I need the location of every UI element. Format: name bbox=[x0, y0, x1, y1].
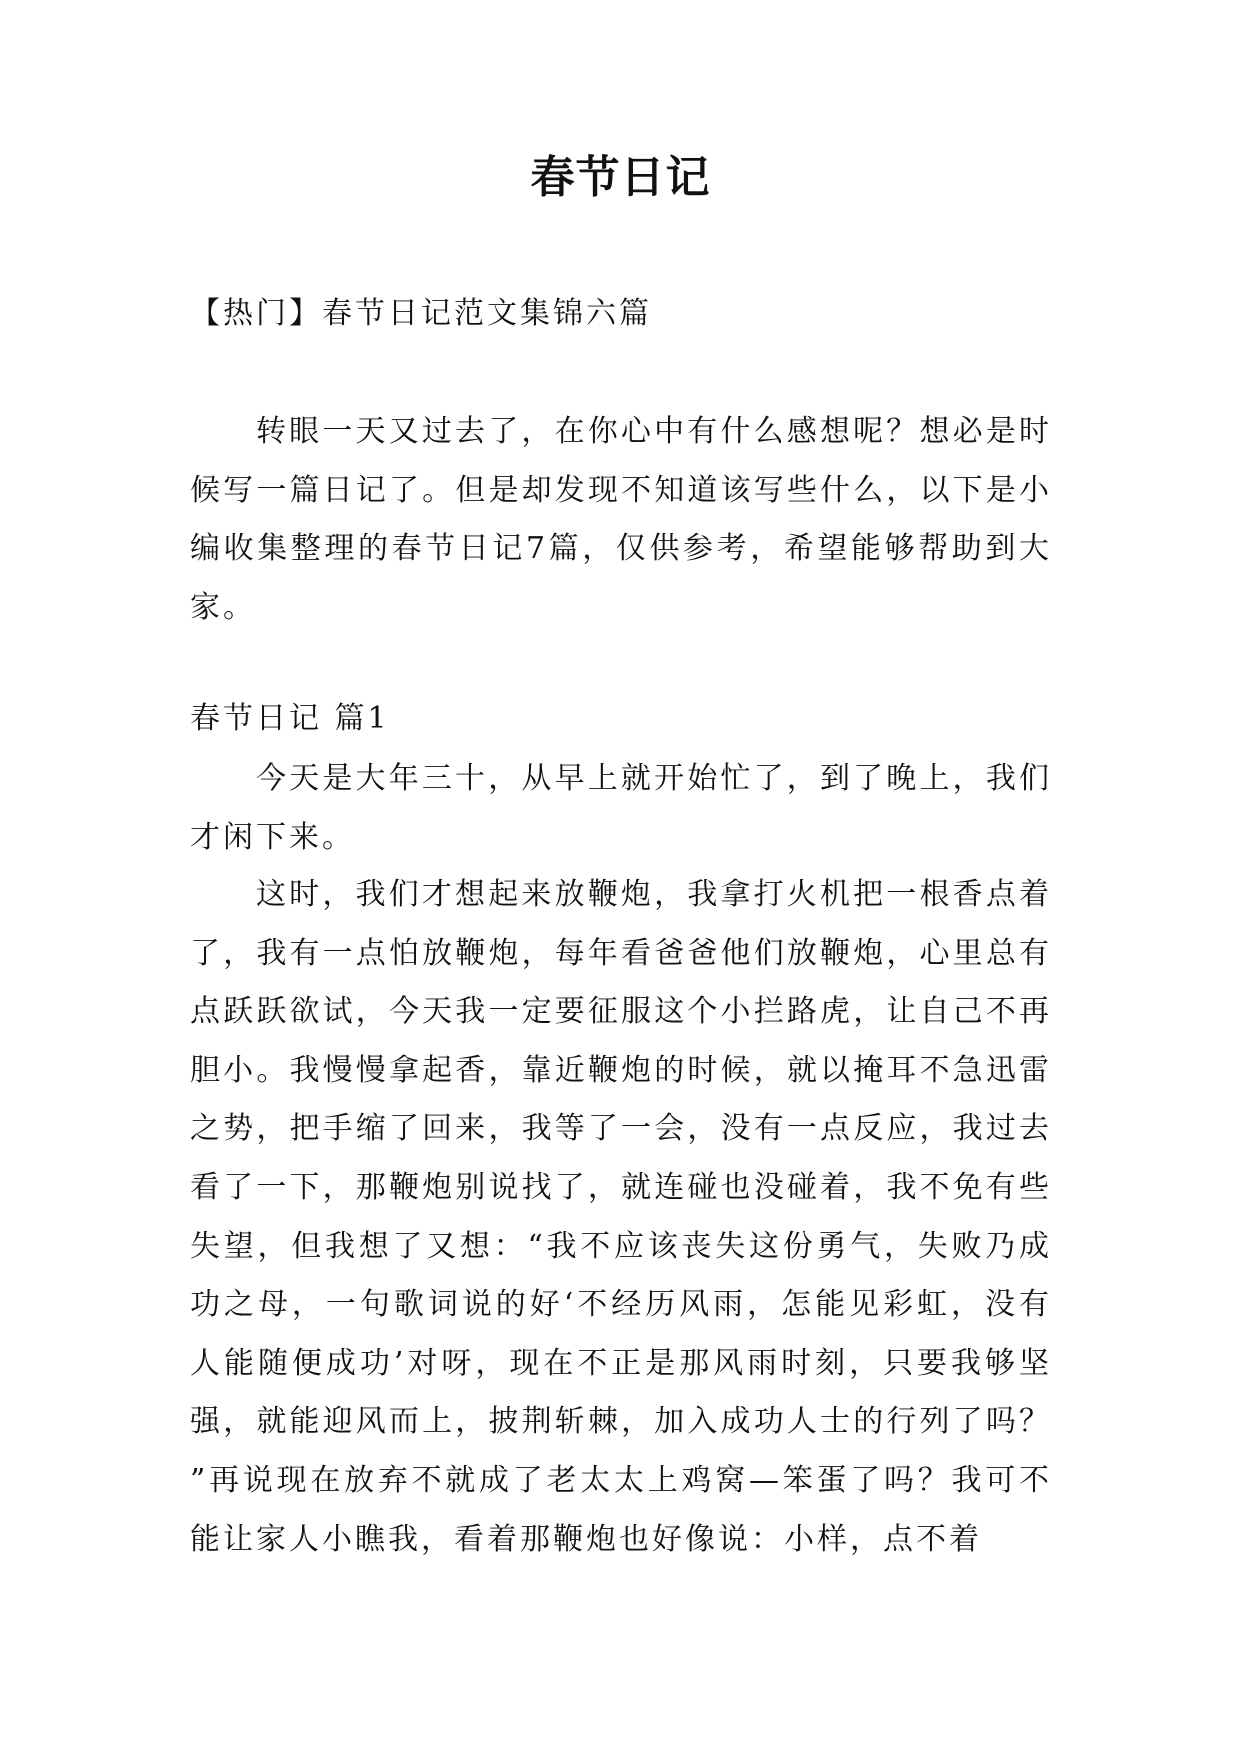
intro-paragraph: 转眼一天又过去了，在你心中有什么感想呢？想必是时候写一篇日记了。但是却发现不知道该写些什么，以下是小编收集整理的春节日记7篇，仅供参考，希望能够帮助到大家。 bbox=[190, 414, 1052, 625]
body-paragraph: 这时，我们才想起来放鞭炮，我拿打火机把一根香点着了，我有一点怕放鞭炮，每年看爸爸他们放鞭炮，心里总有点跃跃欲试，今天我一定要征服这个小拦路虎，让自己不再胆小。我慢慢拿起香，靠近鞭炮的时候，就以掩耳不急迅雷之势，把手缩了回来，我等了一会，没有一点反应，我过去看了一下，那鞭炮别说找了，就连碰也没碰着，我不免有些失望，但我想了又想：“我不应该丧失这份勇气，失败乃成功之母，一句歌词说的好‘不经历风雨，怎能见彩虹，没有人能随便成功’对呀，现在不正是那风雨时刻，只要我够坚强，就能迎风而上，披荆斩棘，加入成功人士的行列了吗？”再说现在放弃不就成了老太太上鸡窝—笨蛋了吗？我可不能让家人小瞧我，看着那鞭炮也好像说：小样，点不着 bbox=[190, 877, 1052, 1557]
document-title: 春节日记 bbox=[530, 152, 711, 203]
body-paragraph: 今天是大年三十，从早上就开始忙了，到了晚上，我们才闲下来。 bbox=[190, 761, 1052, 855]
section-heading: 春节日记 篇1 bbox=[190, 701, 390, 736]
document-subtitle: 【热门】春节日记范文集锦六篇 bbox=[190, 296, 652, 331]
